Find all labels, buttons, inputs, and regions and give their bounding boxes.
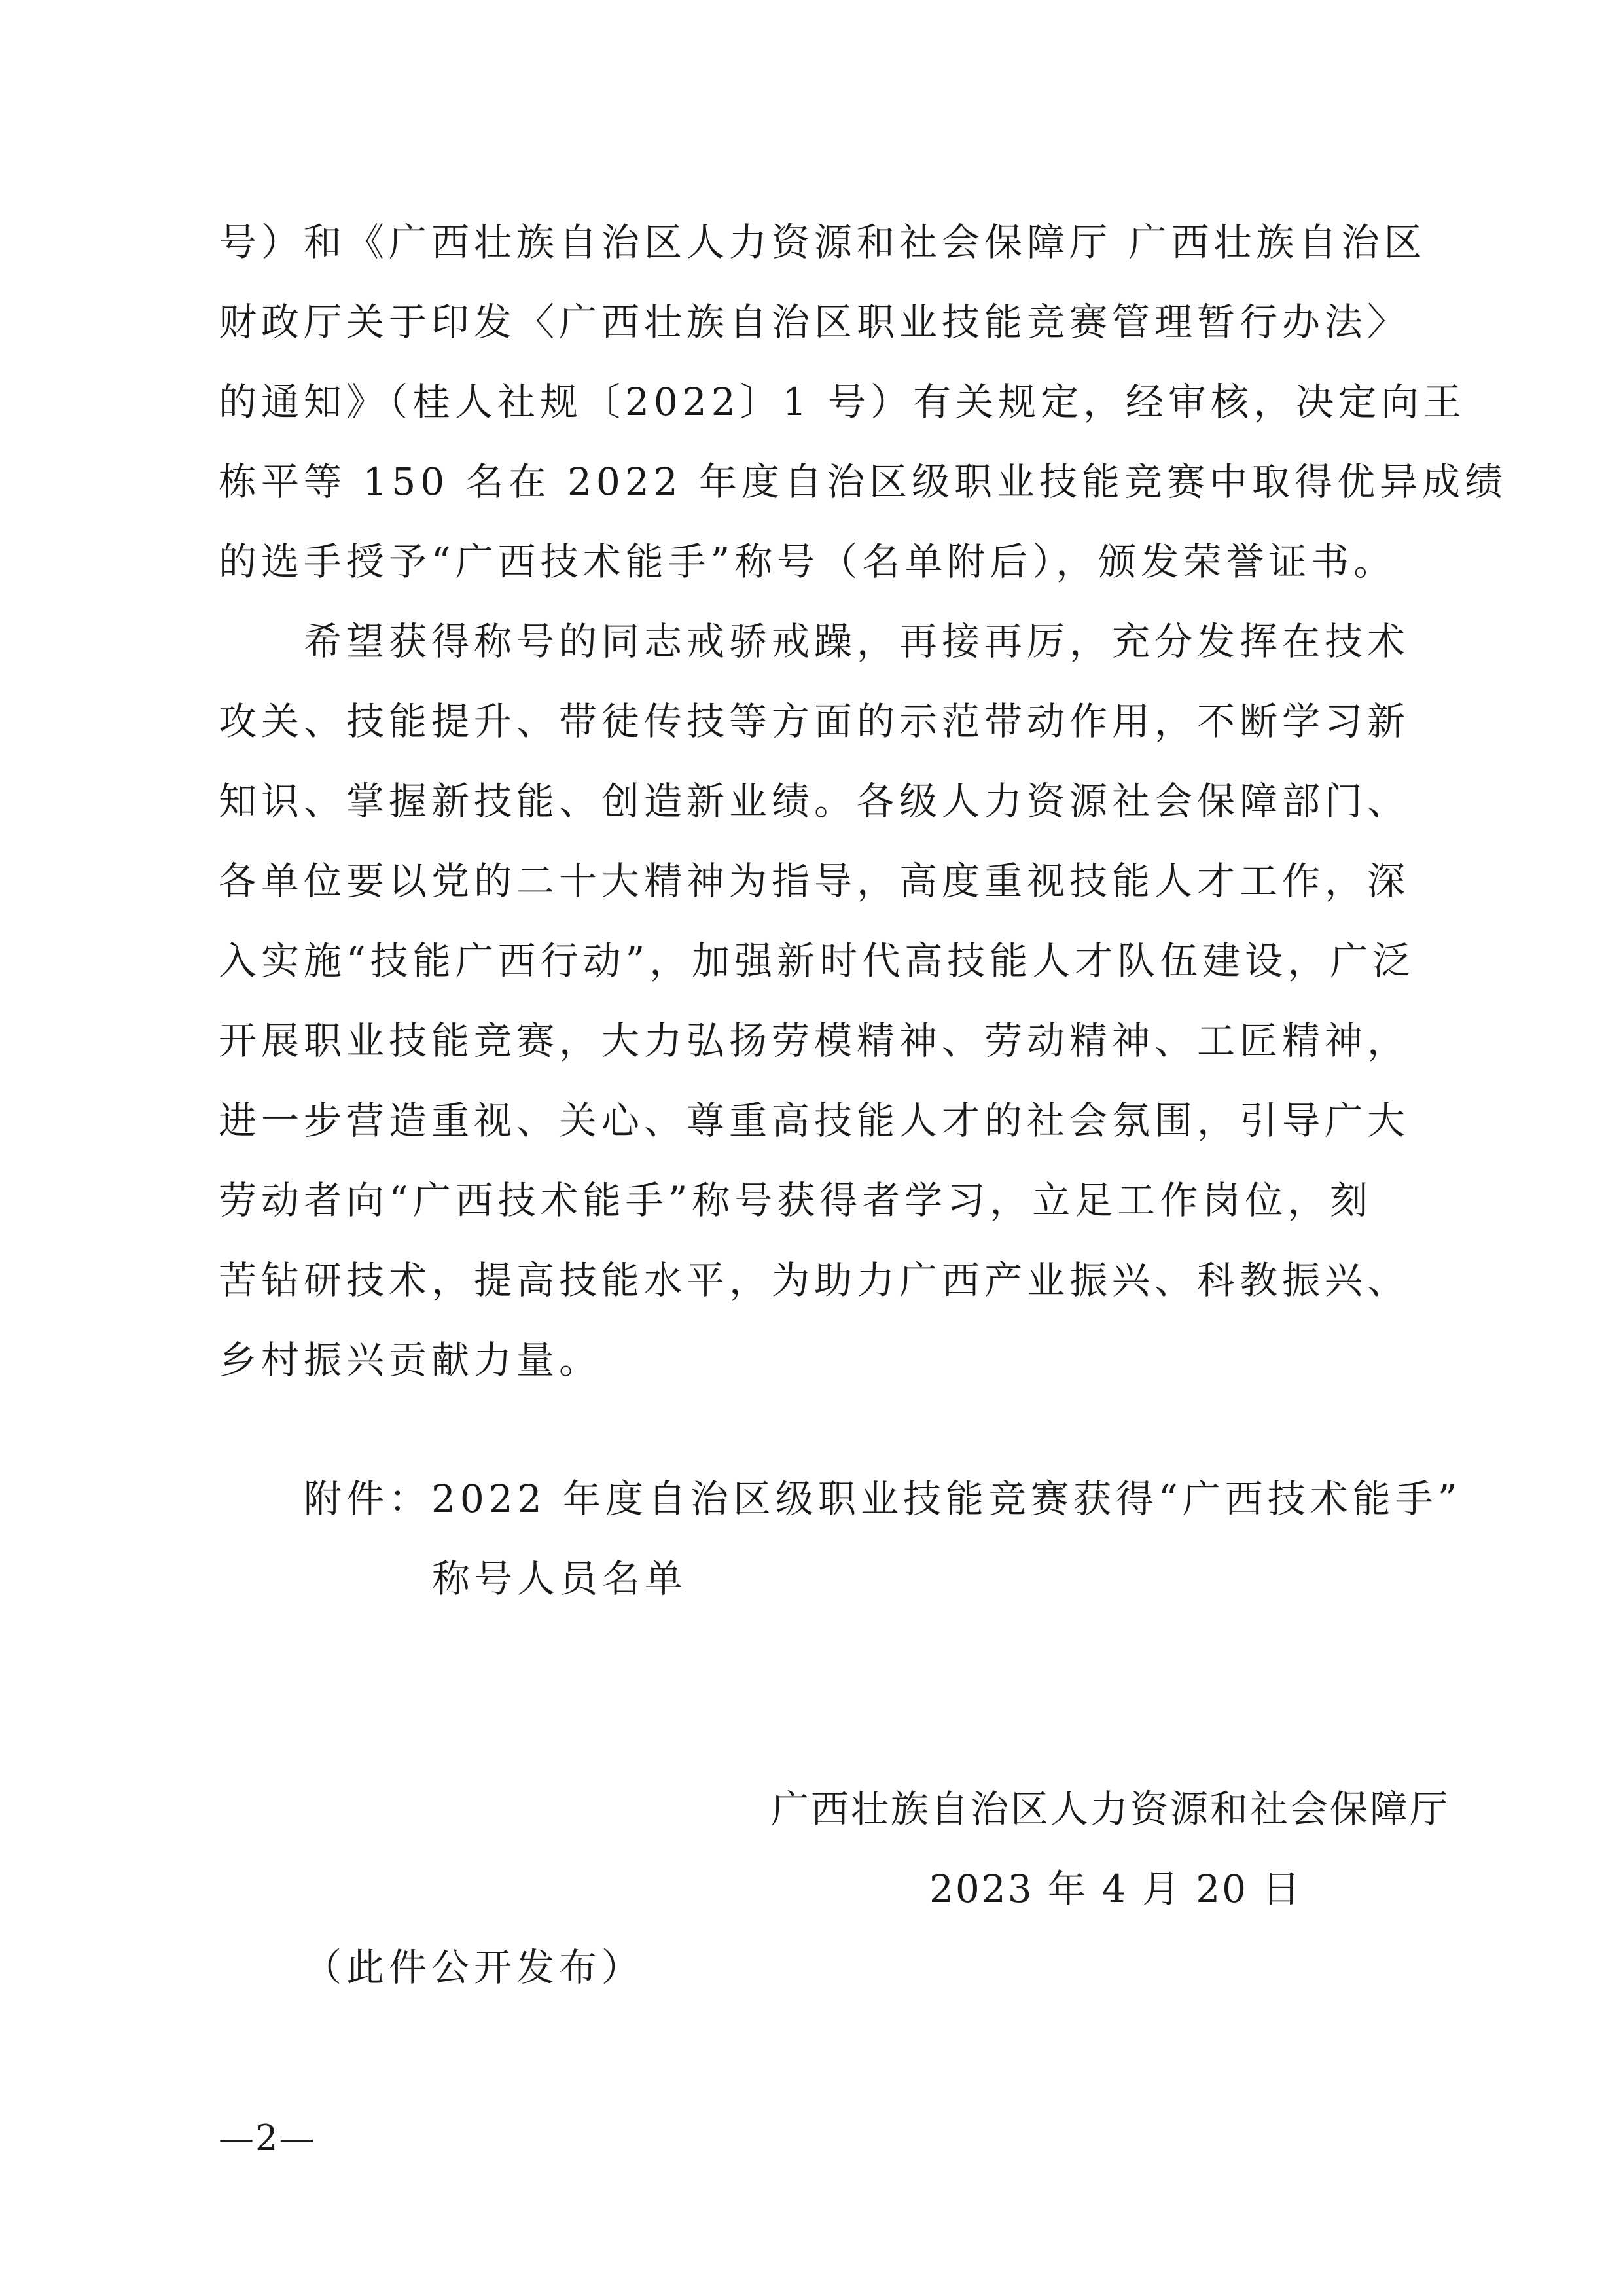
attachment-line-2: 称号人员名单: [432, 1556, 688, 1601]
paragraph1-line-5: 的选手授予“广西技术能手”称号（名单附后），颁发荣誉证书。: [219, 539, 1397, 584]
publication-note: （此件公开发布）: [304, 1945, 645, 1990]
paragraph1-line-3: 的通知》（桂人社规〔2022〕1 号）有关规定，经审核，决定向王: [219, 380, 1466, 424]
paragraph1-line-2: 财政厅关于印发〈广西壮族自治区职业技能竞赛管理暂行办法〉: [219, 300, 1410, 344]
paragraph2-line-10: 乡村振兴贡献力量。: [219, 1338, 602, 1382]
paragraph2-line-6: 开展职业技能竞赛，大力弘扬劳模精神、劳动精神、工匠精神，: [219, 1018, 1410, 1063]
paragraph2-line-9: 苦钻研技术，提高技能水平，为助力广西产业振兴、科教振兴、: [219, 1258, 1410, 1302]
paragraph2-line-5: 入实施“技能广西行动”，加强新时代高技能人才队伍建设，广泛: [219, 939, 1416, 983]
paragraph2-line-8: 劳动者向“广西技术能手”称号获得者学习，立足工作岗位，刻: [219, 1178, 1373, 1223]
page-number: —2—: [219, 2117, 316, 2159]
attachment-line-1: 附件：2022 年度自治区级职业技能竞赛获得“广西技术能手”: [304, 1477, 1462, 1521]
paragraph2-line-7: 进一步营造重视、关心、尊重高技能人才的社会氛围，引导广大: [219, 1098, 1410, 1143]
issue-date: 2023 年 4 月 20 日: [929, 1867, 1302, 1911]
issuing-organization: 广西壮族自治区人力资源和社会保障厅: [771, 1787, 1450, 1831]
paragraph2-line-4: 各单位要以党的二十大精神为指导，高度重视技能人才工作，深: [219, 859, 1410, 903]
paragraph1-line-1: 号）和《广西壮族自治区人力资源和社会保障厅 广西壮族自治区: [219, 220, 1427, 264]
paragraph1-line-4: 栋平等 150 名在 2022 年度自治区级职业技能竞赛中取得优异成绩: [219, 459, 1508, 504]
paragraph2-line-1: 希望获得称号的同志戒骄戒躁，再接再厉，充分发挥在技术: [304, 619, 1410, 664]
paragraph2-line-3: 知识、掌握新技能、创造新业绩。各级人力资源社会保障部门、: [219, 779, 1410, 823]
paragraph2-line-2: 攻关、技能提升、带徒传技等方面的示范带动作用，不断学习新: [219, 699, 1410, 744]
